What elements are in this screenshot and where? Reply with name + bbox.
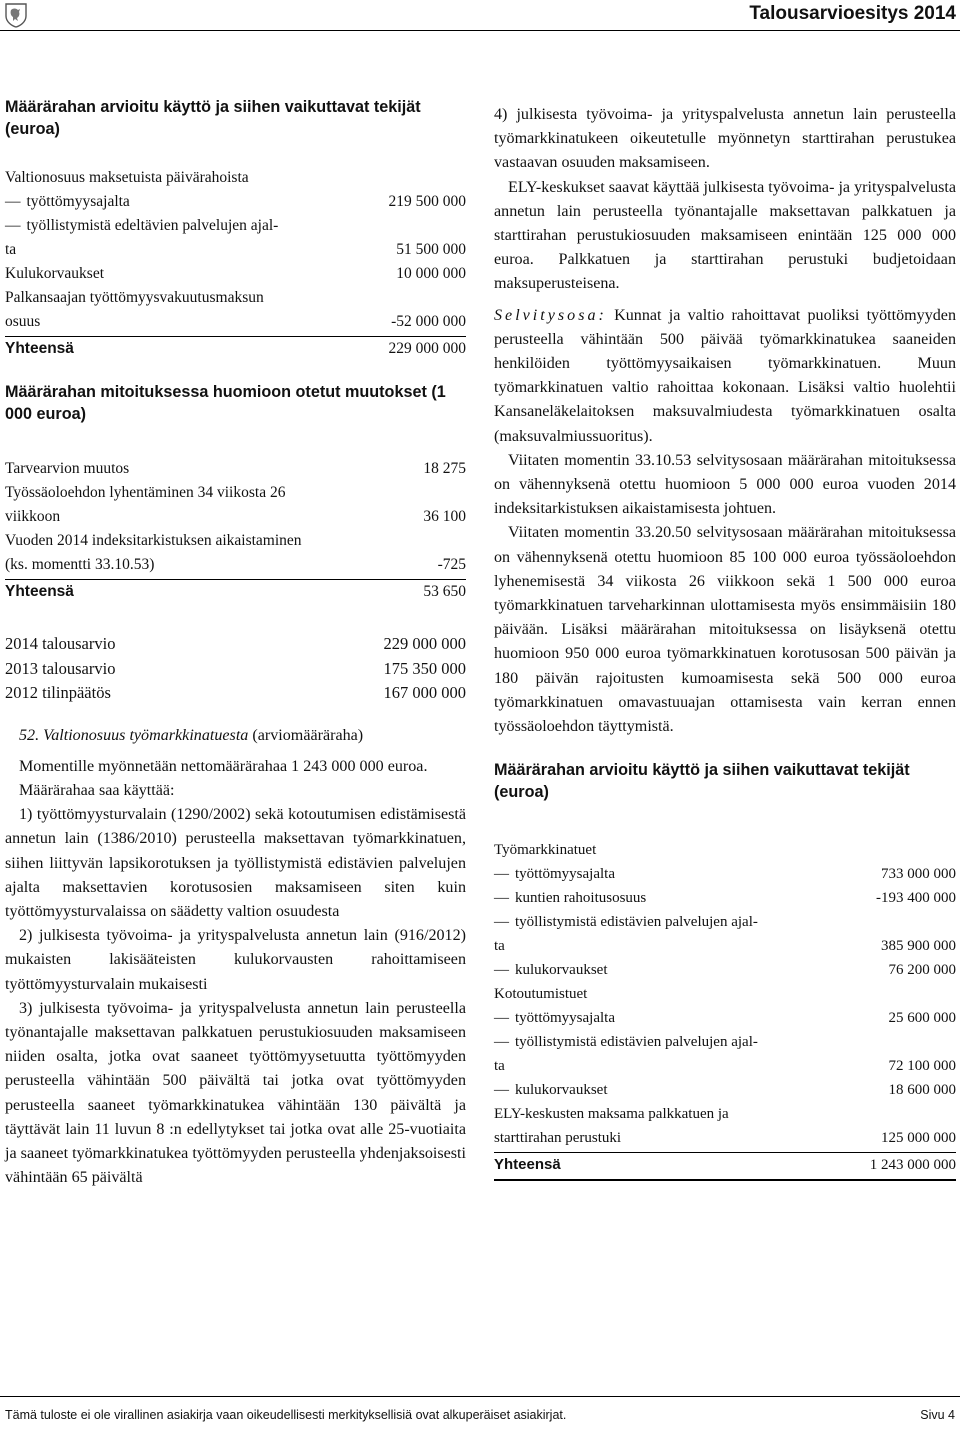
total-value: 53 650 <box>423 583 466 600</box>
total-value: 1 243 000 000 <box>869 1157 956 1174</box>
row-label: Vuoden 2014 indeksitarkistuksen aikaistaminen <box>5 532 302 549</box>
header-divider <box>0 30 960 31</box>
paragraph: Viitaten momentin 33.10.53 selvitysosaan määrärahan mitoituksessa on vähennyksenä otettu huomioon 5 000 000 euroa vuoden 2014 indeksitarkistuksen aikaistamisesta johtuen. <box>494 451 956 518</box>
total-row <box>5 580 466 604</box>
paragraph: Määrärahaa saa käyttää: <box>19 781 175 799</box>
selvitys-text: Kunnat ja valtio rahoittavat puoliksi työttömyyden perusteella vähintään 500 päivää työmarkkinatukea saaneiden henkilöiden työttömyysaikaisen työmarkkinatuen. Muun työmarkkinatuen valtio rahoittaa kokonaan. Lisäksi valtio huolehtii Kansaneläkelaitoksen maksuvalmiudesta työmarkkinatuen osalta (maksuvalmiussuoritus). <box>494 306 956 445</box>
table-row <box>5 310 466 334</box>
paragraph: 1) työttömyysturvalain (1290/2002) sekä kotoutumisen edistämisestä annetun lain (1386/2010) perusteella maksettavan työmarkkinatuen, siihen liittyvän lapsikorotuksen ja työllistymistä edistävien palvelujen ajalta maksettavien korotusosien maksamiseen siten kuin työttömyysturvalaissa on säädetty valtion osuudesta <box>5 806 466 920</box>
right-body <box>494 103 956 739</box>
table-row <box>5 190 466 214</box>
item-title: Valtionosuus työmarkkinatuesta <box>43 726 249 744</box>
section-heading-changes: Määrärahan mitoituksessa huomioon otetut muutokset (1 000 euroa) <box>5 383 446 423</box>
row-label: — työllistymistä edistävien palvelujen ajal- <box>494 1030 956 1054</box>
selvitys-label: Selvitysosa: <box>494 306 607 324</box>
group-label: Työmarkkinatuet <box>494 842 597 859</box>
history-value: 167 000 000 <box>383 683 466 702</box>
row-value: 18 600 000 <box>888 1082 956 1099</box>
row-value: 36 100 <box>423 508 466 525</box>
row-value: 72 100 000 <box>888 1058 956 1075</box>
table-row <box>5 238 466 262</box>
table-bottom-rule <box>494 1179 956 1181</box>
total-row <box>494 1153 956 1177</box>
row-value: 76 200 000 <box>888 962 956 979</box>
page-number: Sivu 4 <box>920 1408 955 1422</box>
usage-intro: Valtionosuus maksetuista päivärahoista <box>5 169 249 186</box>
row-label: ta <box>5 241 17 258</box>
total-row <box>5 337 466 361</box>
table-row <box>494 1006 956 1030</box>
table-row <box>5 505 466 529</box>
row-value: 219 500 000 <box>388 193 466 210</box>
row-label: viikkoon <box>5 508 61 525</box>
lion-crest-icon <box>4 2 28 28</box>
history-row <box>5 681 466 706</box>
row-label: Tarvearvion muutos <box>5 460 130 477</box>
table-row <box>494 958 956 982</box>
row-label: osuus <box>5 313 41 330</box>
row-label: — työttömyysajalta <box>494 1006 889 1030</box>
row-value: 51 500 000 <box>396 241 466 258</box>
row-value: 385 900 000 <box>881 938 956 955</box>
row-label: (ks. momentti 33.10.53) <box>5 556 155 573</box>
row-value: 18 275 <box>423 460 466 477</box>
row-value: 10 000 000 <box>396 265 466 282</box>
item-52-section <box>5 724 466 1191</box>
table-row <box>494 886 956 910</box>
row-value: 25 600 000 <box>888 1010 956 1027</box>
row-value: -52 000 000 <box>391 313 466 330</box>
row-label: Palkansaajan työttömyysvakuutusmaksun <box>5 289 264 306</box>
row-label: starttirahan perustuki <box>494 1130 622 1147</box>
paragraph: 3) julkisesta työvoima- ja yrityspalvelusta annetun lain perusteella työnantajalle maksettavan palkkatuen perustukiosuuden maksamiseen niiden osalta, jotka ovat saaneet työttömyysetuutta työttömyyden perusteella vähintään 500 päivältä tai jotka ovat työttömyyden perusteella saaneet työmarkkinatukea vähintään 130 päivältä ja täyttävät lain 11 luvun 8 :n edellytykset tai jotka ovat alle 25-vuotiaita ja saaneet työmarkkinatukea työttömyyden perusteella yhdenjaksoisesti vähintään 65 päivältä <box>5 999 466 1187</box>
history-table <box>5 632 466 706</box>
total-label: Yhteensä <box>5 583 74 600</box>
history-label: 2014 talousarvio <box>5 634 116 653</box>
right-column <box>494 103 956 1181</box>
table-row <box>494 1054 956 1078</box>
paragraph: Viitaten momentin 33.20.50 selvitysosaan määrärahan mitoituksessa on vähennyksenä otettu huomioon 85 100 000 euroa työssäoloehdon lyhenemisestä 34 viikosta 26 viikkoon sekä 1 500 000 euroa työmarkkinatuen tarveharkinnan ulottamisesta myös ensimmäisiin 180 päivään. Lisäksi määrärahan mitoituksessa on lisäyksenä otettu huomioon 950 000 euroa työmarkkinatuen korotusosan 500 päivän ja 180 päivän rajoitusten kumoamisesta sekä 500 000 euroa työmarkkinatuen omavastuuajan ottamisesta vain kerran ennen työssäoloehdon täyttymistä. <box>494 524 956 736</box>
page-header <box>0 0 960 30</box>
row-value: -725 <box>437 556 466 573</box>
row-label: — työllistymistä edistävien palvelujen ajal- <box>494 910 956 934</box>
row-label: — kulukorvaukset <box>494 958 889 982</box>
usage-table <box>5 166 466 361</box>
history-value: 175 350 000 <box>383 658 466 678</box>
row-label: — kuntien rahoitusosuus <box>494 886 876 910</box>
section-heading-usage-right: Määrärahan arvioitu käyttö ja siihen vaikuttavat tekijät (euroa) <box>494 761 910 802</box>
table-row <box>494 1126 956 1150</box>
row-label: — työttömyysajalta <box>494 862 881 886</box>
table-row <box>5 262 466 286</box>
total-label: Yhteensä <box>5 340 74 357</box>
page-footer <box>5 1408 955 1422</box>
section-heading-usage: Määrärahan arvioitu käyttö ja siihen vaikuttavat tekijät (euroa) <box>5 98 421 138</box>
paragraph: 2) julkisesta työvoima- ja yrityspalvelusta annetun lain (916/2012) mukaisten lakisääteisten kulukorvausten rahoittamiseen työttömyysturvalain mukaisesti <box>5 927 466 993</box>
row-label: ELY-keskusten maksama palkkatuen ja <box>494 1106 729 1123</box>
history-row <box>5 657 466 682</box>
document-title: Talousarvioesitys 2014 <box>749 3 956 24</box>
table-row <box>5 553 466 577</box>
row-label: ta <box>494 1058 505 1075</box>
item-heading <box>5 724 466 748</box>
footer-divider <box>0 1396 960 1397</box>
history-label: 2013 talousarvio <box>5 658 116 678</box>
row-label: — työttömyysajalta <box>5 190 389 214</box>
row-value: 125 000 000 <box>881 1130 956 1147</box>
total-value: 229 000 000 <box>388 340 466 357</box>
row-value: 733 000 000 <box>881 866 956 883</box>
total-label: Yhteensä <box>494 1156 561 1174</box>
row-value: -193 400 000 <box>876 890 956 907</box>
row-label: Kulukorvaukset <box>5 265 105 282</box>
paragraph: ELY-keskukset saavat käyttää julkisesta työvoima- ja yrityspalvelusta annetun lain perusteella työnantajalle maksettavan palkkatuen ja starttirahan perustukiosuuden maksamiseen enintään 125 000 000 euroa. Palkkatuen ja starttirahan perustuki budjetoidaan maksuperusteisena. <box>494 178 956 293</box>
left-column <box>5 96 466 1190</box>
history-row <box>5 632 466 657</box>
item-type: (arviomääräraha) <box>252 726 364 744</box>
footer-disclaimer: Tämä tuloste ei ole virallinen asiakirja vaan oikeudellisesti merkityksellisiä ovat alkuperäiset asiakirjat. <box>5 1408 567 1422</box>
table-row <box>494 934 956 958</box>
row-label: ta <box>494 938 505 955</box>
usage-table-right <box>494 838 956 1181</box>
paragraph: Momentille myönnetään nettomäärärahaa 1 243 000 000 euroa. <box>19 757 428 775</box>
row-label: — kulukorvaukset <box>494 1078 889 1102</box>
row-label: Työssäoloehdon lyhentäminen 34 viikosta 26 <box>5 484 286 501</box>
history-value: 229 000 000 <box>383 634 466 653</box>
paragraph <box>494 304 956 449</box>
changes-table <box>5 457 466 604</box>
table-row <box>5 457 466 481</box>
table-row <box>494 1078 956 1102</box>
row-label: — työllistymistä edeltävien palvelujen ajal- <box>5 214 466 238</box>
history-label: 2012 tilinpäätös <box>5 683 111 702</box>
group-label: Kotoutumistuet <box>494 986 588 1003</box>
item-number: 52. <box>19 726 40 744</box>
table-row <box>494 862 956 886</box>
paragraph: 4) julkisesta työvoima- ja yrityspalvelusta annetun lain perusteella työmarkkinatukeen oikeutetulle myönnetyn starttirahan perustukea vastaavan osuuden maksamiseen. <box>494 106 956 172</box>
